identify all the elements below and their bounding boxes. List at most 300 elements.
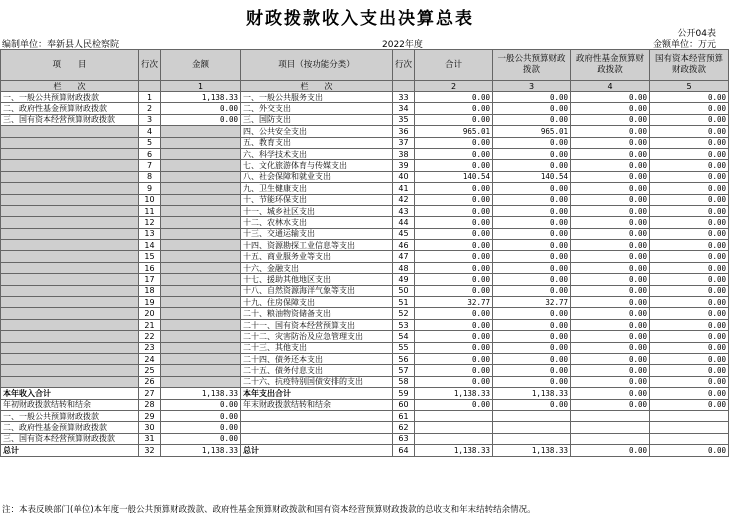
income-item — [1, 297, 139, 308]
income-line-no: 6 — [139, 148, 161, 159]
expense-fund: 0.00 — [571, 114, 650, 125]
income-amount — [161, 274, 241, 285]
expense-total: 0.00 — [415, 365, 493, 376]
table-row — [1, 137, 729, 148]
expense-total: 0.00 — [415, 342, 493, 353]
expense-fund: 0.00 — [571, 148, 650, 159]
income-item: 三、国有资本经营预算财政拨款 — [1, 114, 139, 125]
expense-state: 0.00 — [650, 274, 729, 285]
income-amount — [161, 376, 241, 387]
table-row — [1, 194, 729, 205]
currency-unit: 金额单位：万元 — [652, 40, 716, 50]
expense-fund: 0.00 — [571, 183, 650, 194]
table-row — [1, 183, 729, 194]
income-line-no: 5 — [139, 137, 161, 148]
income-item — [1, 285, 139, 296]
index-c2: 2 — [415, 81, 493, 92]
expense-general: 0.00 — [493, 205, 571, 216]
income-item — [1, 376, 139, 387]
expense-fund: 0.00 — [571, 353, 650, 364]
table-row — [1, 228, 729, 239]
expense-item: 十、节能环保支出 — [241, 194, 393, 205]
expense-item: 十九、住房保障支出 — [241, 297, 393, 308]
income-line-no: 9 — [139, 183, 161, 194]
expense-line-no: 40 — [393, 171, 415, 182]
income-line-no: 14 — [139, 240, 161, 251]
expense-line-no: 58 — [393, 376, 415, 387]
index-label: 栏 次 — [1, 81, 139, 92]
income-item — [1, 365, 139, 376]
expense-state: 0.00 — [650, 137, 729, 148]
income-item — [1, 274, 139, 285]
header-line: 行次 — [139, 50, 161, 81]
expense-state: 0.00 — [650, 262, 729, 273]
expense-item: 二十一、国有资本经营预算支出 — [241, 319, 393, 330]
income-item — [1, 319, 139, 330]
page-title: 财政拨款收入支出决算总表 — [246, 9, 474, 29]
income-line-no: 18 — [139, 285, 161, 296]
income-line-no: 15 — [139, 251, 161, 262]
carry-row — [1, 422, 729, 433]
income-amount — [161, 171, 241, 182]
income-item — [1, 160, 139, 171]
expense-item: 十一、城乡社区支出 — [241, 205, 393, 216]
expense-item: 十四、资源勘探工业信息等支出 — [241, 240, 393, 251]
expense-state: 0.00 — [650, 92, 729, 103]
expense-state: 0.00 — [650, 194, 729, 205]
expense-total: 0.00 — [415, 308, 493, 319]
income-line-no: 7 — [139, 160, 161, 171]
table-row — [1, 297, 729, 308]
income-item: 年初财政拨款结转和结余 — [1, 399, 139, 410]
expense-total: 0.00 — [415, 319, 493, 330]
expense-line-no: 39 — [393, 160, 415, 171]
expense-line-no: 61 — [393, 410, 415, 421]
expense-total: 0.00 — [415, 353, 493, 364]
expense-item: 八、社会保障和就业支出 — [241, 171, 393, 182]
expense-general: 0.00 — [493, 148, 571, 159]
expense-state: 0.00 — [650, 308, 729, 319]
expense-item — [241, 410, 393, 421]
expense-total — [415, 410, 493, 421]
income-line-no: 8 — [139, 171, 161, 182]
income-total-row — [1, 388, 729, 399]
expense-state: 0.00 — [650, 319, 729, 330]
expense-item: 十二、农林水支出 — [241, 217, 393, 228]
expense-fund: 0.00 — [571, 205, 650, 216]
income-item — [1, 342, 139, 353]
table-row — [1, 103, 729, 114]
table-row — [1, 353, 729, 364]
expense-fund: 0.00 — [571, 194, 650, 205]
income-line-no: 32 — [139, 445, 161, 456]
expense-item: 二十二、灾害防治及应急管理支出 — [241, 331, 393, 342]
expense-line-no: 37 — [393, 137, 415, 148]
income-item — [1, 308, 139, 319]
expense-general: 0.00 — [493, 353, 571, 364]
expense-fund — [571, 422, 650, 433]
table-row — [1, 365, 729, 376]
carry-row — [1, 433, 729, 444]
expense-total: 0.00 — [415, 262, 493, 273]
expense-fund: 0.00 — [571, 365, 650, 376]
income-line-no: 17 — [139, 274, 161, 285]
table-row — [1, 92, 729, 103]
income-amount: 0.00 — [161, 410, 241, 421]
expense-total: 0.00 — [415, 240, 493, 251]
expense-total: 0.00 — [415, 194, 493, 205]
header-fund: 政府性基金预算财政拨款 — [571, 50, 650, 81]
header-line2: 行次 — [393, 50, 415, 81]
income-line-no: 10 — [139, 194, 161, 205]
expense-item: 十六、金融支出 — [241, 262, 393, 273]
table-row — [1, 342, 729, 353]
expense-line-no: 59 — [393, 388, 415, 399]
income-line-no: 27 — [139, 388, 161, 399]
expense-line-no: 35 — [393, 114, 415, 125]
table-row — [1, 205, 729, 216]
table-row — [1, 240, 729, 251]
expense-general: 1,138.33 — [493, 388, 571, 399]
income-item: 二、政府性基金预算财政拨款 — [1, 422, 139, 433]
income-amount — [161, 137, 241, 148]
income-line-no: 4 — [139, 126, 161, 137]
income-amount — [161, 353, 241, 364]
expense-fund: 0.00 — [571, 251, 650, 262]
expense-fund — [571, 410, 650, 421]
expense-total: 0.00 — [415, 114, 493, 125]
expense-state: 0.00 — [650, 240, 729, 251]
expense-state: 0.00 — [650, 399, 729, 410]
income-amount — [161, 240, 241, 251]
expense-state: 0.00 — [650, 353, 729, 364]
expense-item: 一、一般公共服务支出 — [241, 92, 393, 103]
expense-total: 0.00 — [415, 251, 493, 262]
expense-line-no: 42 — [393, 194, 415, 205]
expense-total: 0.00 — [415, 376, 493, 387]
expense-line-no: 38 — [393, 148, 415, 159]
income-amount: 1,138.33 — [161, 92, 241, 103]
income-amount — [161, 365, 241, 376]
expense-fund: 0.00 — [571, 274, 650, 285]
expense-state: 0.00 — [650, 171, 729, 182]
income-amount: 1,138.33 — [161, 445, 241, 456]
table-row — [1, 285, 729, 296]
expense-general: 0.00 — [493, 331, 571, 342]
expense-line-no: 50 — [393, 285, 415, 296]
expense-line-no: 60 — [393, 399, 415, 410]
expense-fund: 0.00 — [571, 297, 650, 308]
expense-total: 0.00 — [415, 148, 493, 159]
expense-state: 0.00 — [650, 297, 729, 308]
expense-line-no: 36 — [393, 126, 415, 137]
income-line-no: 21 — [139, 319, 161, 330]
header-state: 国有资本经营预算财政拨款 — [650, 50, 729, 81]
expense-general: 0.00 — [493, 194, 571, 205]
expense-total: 1,138.33 — [415, 388, 493, 399]
expense-total: 0.00 — [415, 399, 493, 410]
expense-fund: 0.00 — [571, 126, 650, 137]
income-amount — [161, 262, 241, 273]
reporting-unit: 编制单位：奉新县人民检察院 — [2, 40, 120, 50]
expense-item: 十三、交通运输支出 — [241, 228, 393, 239]
expense-state: 0.00 — [650, 285, 729, 296]
expense-item: 十五、商业服务业等支出 — [241, 251, 393, 262]
expense-item: 四、公共安全支出 — [241, 126, 393, 137]
expense-line-no: 34 — [393, 103, 415, 114]
expense-item: 二十五、债务付息支出 — [241, 365, 393, 376]
income-item — [1, 205, 139, 216]
expense-item — [241, 433, 393, 444]
expense-general: 0.00 — [493, 217, 571, 228]
table-row — [1, 217, 729, 228]
expense-state: 0.00 — [650, 251, 729, 262]
expense-line-no: 33 — [393, 92, 415, 103]
index-col1: 1 — [161, 81, 241, 92]
income-item — [1, 126, 139, 137]
expense-item: 二十三、其他支出 — [241, 342, 393, 353]
table-row — [1, 148, 729, 159]
expense-general — [493, 433, 571, 444]
expense-fund — [571, 433, 650, 444]
income-item — [1, 137, 139, 148]
expense-state: 0.00 — [650, 342, 729, 353]
expense-general: 0.00 — [493, 399, 571, 410]
expense-line-no: 53 — [393, 319, 415, 330]
expense-general: 32.77 — [493, 297, 571, 308]
expense-fund: 0.00 — [571, 376, 650, 387]
income-amount — [161, 217, 241, 228]
expense-general: 0.00 — [493, 183, 571, 194]
income-item: 总计 — [1, 445, 139, 456]
expense-line-no: 55 — [393, 342, 415, 353]
expense-fund: 0.00 — [571, 399, 650, 410]
expense-total: 0.00 — [415, 183, 493, 194]
expense-item: 三、国防支出 — [241, 114, 393, 125]
expense-line-no: 49 — [393, 274, 415, 285]
table-row — [1, 274, 729, 285]
expense-fund: 0.00 — [571, 137, 650, 148]
expense-total: 0.00 — [415, 217, 493, 228]
expense-state: 0.00 — [650, 228, 729, 239]
expense-line-no: 41 — [393, 183, 415, 194]
expense-item: 五、教育支出 — [241, 137, 393, 148]
expense-item: 年末财政拨款结转和结余 — [241, 399, 393, 410]
expense-general: 0.00 — [493, 137, 571, 148]
income-amount: 0.00 — [161, 103, 241, 114]
expense-fund: 0.00 — [571, 171, 650, 182]
expense-state: 0.00 — [650, 103, 729, 114]
expense-general: 0.00 — [493, 319, 571, 330]
income-item: 三、国有资本经营预算财政拨款 — [1, 433, 139, 444]
table-row — [1, 171, 729, 182]
expense-general: 0.00 — [493, 103, 571, 114]
table-row — [1, 331, 729, 342]
income-amount: 1,138.33 — [161, 388, 241, 399]
carry-row — [1, 399, 729, 410]
expense-state: 0.00 — [650, 331, 729, 342]
expense-state: 0.00 — [650, 205, 729, 216]
footnote: 注：本表反映部门(单位)本年度一般公共预算财政拨款、政府性基金预算财政拨款和国有资本经营预算财政拨款的总收支和年末结转结余情况。 — [2, 505, 536, 515]
index-c4: 4 — [571, 81, 650, 92]
expense-fund: 0.00 — [571, 331, 650, 342]
income-line-no: 25 — [139, 365, 161, 376]
expense-total: 0.00 — [415, 331, 493, 342]
expense-general: 0.00 — [493, 308, 571, 319]
expense-general: 0.00 — [493, 342, 571, 353]
expense-general: 0.00 — [493, 376, 571, 387]
income-line-no: 31 — [139, 433, 161, 444]
expense-item: 十八、自然资源海洋气象等支出 — [241, 285, 393, 296]
expense-line-no: 54 — [393, 331, 415, 342]
income-amount: 0.00 — [161, 422, 241, 433]
income-item: 一、一般公共预算财政拨款 — [1, 92, 139, 103]
expense-line-no: 43 — [393, 205, 415, 216]
expense-general: 140.54 — [493, 171, 571, 182]
expense-total: 1,138.33 — [415, 445, 493, 456]
index-c5: 5 — [650, 81, 729, 92]
income-line-no: 16 — [139, 262, 161, 273]
expense-total: 140.54 — [415, 171, 493, 182]
expense-line-no: 45 — [393, 228, 415, 239]
expense-general — [493, 422, 571, 433]
expense-item: 七、文化旅游体育与传媒支出 — [241, 160, 393, 171]
income-line-no: 24 — [139, 353, 161, 364]
expense-fund: 0.00 — [571, 92, 650, 103]
table-row — [1, 376, 729, 387]
expense-general: 0.00 — [493, 274, 571, 285]
expense-state: 0.00 — [650, 388, 729, 399]
income-line-no: 1 — [139, 92, 161, 103]
income-amount — [161, 342, 241, 353]
income-amount — [161, 331, 241, 342]
income-item — [1, 251, 139, 262]
expense-line-no: 51 — [393, 297, 415, 308]
income-amount — [161, 319, 241, 330]
table-row — [1, 114, 729, 125]
income-line-no: 2 — [139, 103, 161, 114]
table-row — [1, 308, 729, 319]
expense-fund: 0.00 — [571, 388, 650, 399]
index-label2: 栏 次 — [241, 81, 393, 92]
expense-item: 二十六、抗疫特别国债安排的支出 — [241, 376, 393, 387]
income-amount — [161, 251, 241, 262]
fiscal-year: 2022年度 — [382, 40, 423, 50]
table-row — [1, 160, 729, 171]
table-row — [1, 251, 729, 262]
expense-total: 0.00 — [415, 228, 493, 239]
expense-item: 二十、粮油物资储备支出 — [241, 308, 393, 319]
expense-general: 0.00 — [493, 114, 571, 125]
expense-line-no: 57 — [393, 365, 415, 376]
income-line-no: 29 — [139, 410, 161, 421]
expense-fund: 0.00 — [571, 308, 650, 319]
expense-line-no: 63 — [393, 433, 415, 444]
expense-total: 0.00 — [415, 92, 493, 103]
income-line-no: 26 — [139, 376, 161, 387]
expense-general: 0.00 — [493, 365, 571, 376]
income-amount — [161, 285, 241, 296]
expense-state: 0.00 — [650, 148, 729, 159]
expense-fund: 0.00 — [571, 103, 650, 114]
table-row — [1, 319, 729, 330]
header-func-item: 项目（按功能分类） — [241, 50, 393, 81]
expense-general: 0.00 — [493, 160, 571, 171]
expense-state: 0.00 — [650, 114, 729, 125]
expense-item: 十七、援助其他地区支出 — [241, 274, 393, 285]
income-item — [1, 228, 139, 239]
expense-total: 32.77 — [415, 297, 493, 308]
income-amount: 0.00 — [161, 433, 241, 444]
income-amount — [161, 148, 241, 159]
budget-summary-table — [0, 49, 729, 457]
expense-item: 二、外交支出 — [241, 103, 393, 114]
income-item: 一、一般公共预算财政拨款 — [1, 410, 139, 421]
expense-total: 0.00 — [415, 274, 493, 285]
income-amount — [161, 160, 241, 171]
income-amount: 0.00 — [161, 399, 241, 410]
expense-general: 0.00 — [493, 228, 571, 239]
expense-item: 本年支出合计 — [241, 388, 393, 399]
header-total: 合计 — [415, 50, 493, 81]
expense-line-no: 64 — [393, 445, 415, 456]
expense-fund: 0.00 — [571, 262, 650, 273]
expense-general — [493, 410, 571, 421]
expense-fund: 0.00 — [571, 160, 650, 171]
income-item — [1, 240, 139, 251]
expense-line-no: 48 — [393, 262, 415, 273]
header-amount: 金额 — [161, 50, 241, 81]
income-amount — [161, 228, 241, 239]
expense-fund: 0.00 — [571, 240, 650, 251]
expense-total — [415, 433, 493, 444]
income-item — [1, 171, 139, 182]
expense-fund: 0.00 — [571, 217, 650, 228]
income-line-no: 20 — [139, 308, 161, 319]
income-item — [1, 353, 139, 364]
expense-line-no: 62 — [393, 422, 415, 433]
carry-row — [1, 410, 729, 421]
income-line-no: 12 — [139, 217, 161, 228]
header-item: 项 目 — [1, 50, 139, 81]
income-amount — [161, 205, 241, 216]
grand-total-row — [1, 445, 729, 456]
expense-general: 965.01 — [493, 126, 571, 137]
expense-total — [415, 422, 493, 433]
expense-state: 0.00 — [650, 365, 729, 376]
income-item: 二、政府性基金预算财政拨款 — [1, 103, 139, 114]
income-line-no: 19 — [139, 297, 161, 308]
expense-line-no: 46 — [393, 240, 415, 251]
table-row — [1, 262, 729, 273]
income-amount — [161, 183, 241, 194]
income-item — [1, 262, 139, 273]
expense-total: 0.00 — [415, 205, 493, 216]
expense-state — [650, 433, 729, 444]
income-item — [1, 148, 139, 159]
expense-state: 0.00 — [650, 376, 729, 387]
expense-item — [241, 422, 393, 433]
expense-general: 0.00 — [493, 262, 571, 273]
income-item — [1, 183, 139, 194]
income-line-no: 23 — [139, 342, 161, 353]
expense-fund: 0.00 — [571, 445, 650, 456]
expense-general: 0.00 — [493, 251, 571, 262]
expense-state: 0.00 — [650, 126, 729, 137]
income-line-no: 13 — [139, 228, 161, 239]
expense-fund: 0.00 — [571, 285, 650, 296]
expense-state: 0.00 — [650, 183, 729, 194]
